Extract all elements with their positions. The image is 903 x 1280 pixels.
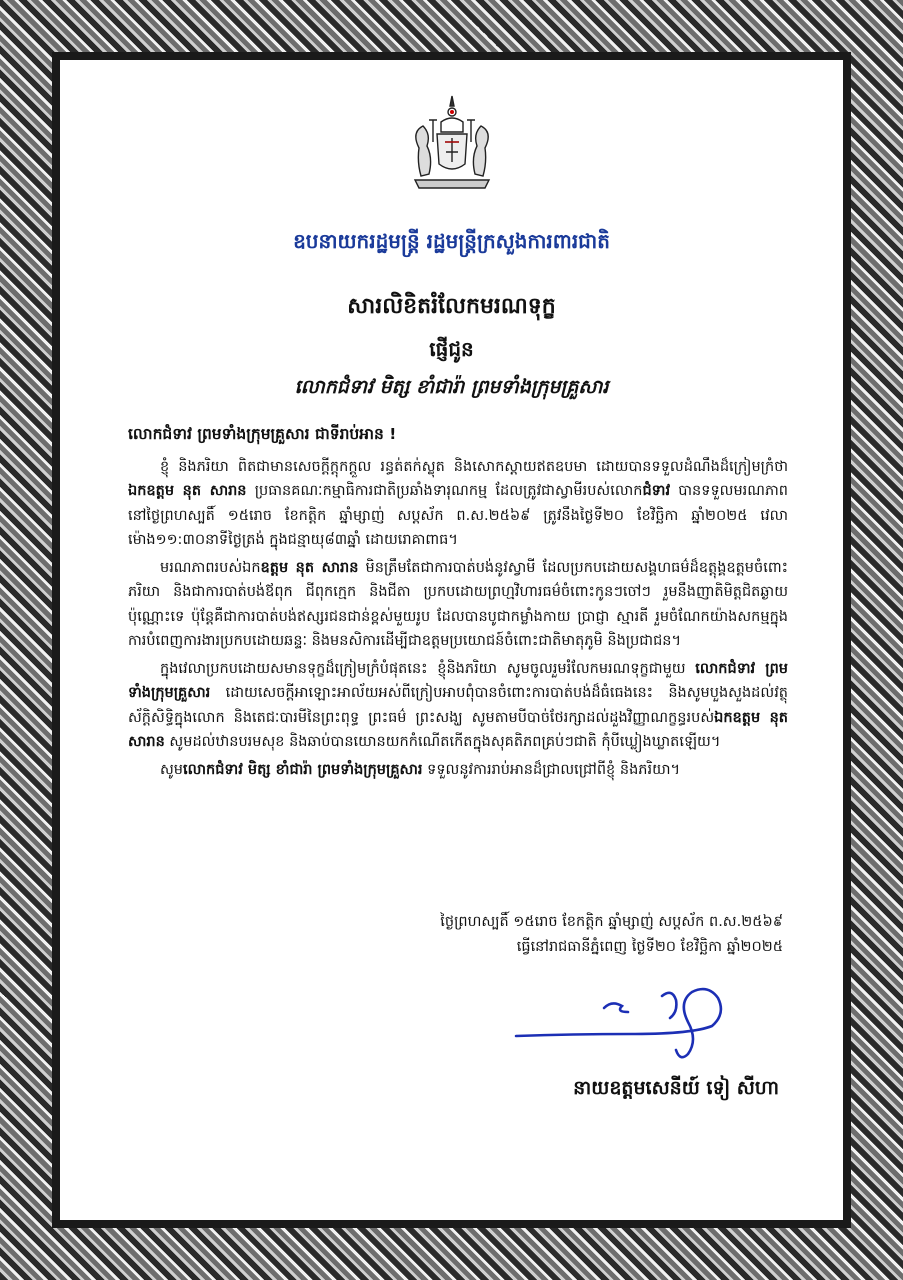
paragraph-3-text-a: ក្នុងវេលាប្រកបដោយសមានទុក្ខដ៏ក្រៀមក្រំបំផុតនេះ ខ្ញុំនិងភរិយា សូមចូលរួមរំលែកមរណទុក្ខជាមួយ bbox=[160, 660, 696, 677]
lunar-date: ថ្ងៃព្រហស្បតិ៍ ១៥រោច ខែកត្តិក ឆ្នាំម្សាញ់ សប្តស័ក ព.ស.២៥៦៩ bbox=[440, 914, 783, 930]
paragraph-3 bbox=[128, 657, 788, 755]
greeting: លោកជំទាវ ព្រមទាំងក្រុមគ្រួសារ ជាទីរាប់អាន ! bbox=[128, 425, 397, 443]
paragraph-4 bbox=[128, 758, 788, 783]
paragraph-1-text-a: ខ្ញុំ និងភរិយា ពិតជាមានសេចក្តីក្តុកក្តួល រន្ធត់តក់ស្លុត និងសោកស្តាយឥតឧបមា ដោយបានទទួលដំណឹងដ៏ក្រៀមក្រំថា bbox=[160, 458, 788, 475]
paragraph-1-bold-b: ជំទាវ bbox=[642, 483, 671, 499]
signer-name: នាយឧត្តមសេនីយ៍ ទៀ សីហា bbox=[573, 1077, 779, 1099]
paragraph-3-text-b: ដោយសេចក្តីអាឡោះអាល័យអស់ពីក្រៀបអាបពុំបានចំពោះការបាត់បង់ដ៏ធំធេងនេះ និងសូមបួងសួងដល់វត្ថុស័ក្តិសិទ្ធិក្នុងលោក និងតេជៈបារមីនៃព្រះពុទ្ធ ព្រះធម៌ ព្រះសង្ឃ សូមតាមបីបាច់ថែរក្សាដល់ដួងវិញ្ញាណក្ខន្ធរបស់ bbox=[128, 685, 788, 726]
paragraph-2-bold-a: ឧត្តម នុត សារាន bbox=[260, 559, 359, 576]
addressed-to-label: ផ្ញើជូន bbox=[429, 337, 474, 361]
paragraph-4-text-b: ទទួលនូវការរាប់អានដ៏ជ្រាលជ្រៅពីខ្ញុំ និងភរិយា។ bbox=[422, 761, 681, 778]
paragraph-1-bold-a: ឯកឧត្តម នុត សារាន bbox=[128, 483, 247, 499]
letter-page bbox=[60, 60, 843, 1220]
date-block bbox=[440, 910, 783, 960]
paragraph-2-text-b: មិនត្រឹមតែជាការបាត់បង់នូវស្វាមី ដែលប្រកបដោយសង្គហធម៌ដ៏ឧត្តុង្គឧត្តមចំពោះភរិយា និងជាការបាត់បង់ឪពុក ជីពុកក្មេក និងជីតា ប្រកបដោយព្រហ្មវិហារធម៌ចំពោះកូនៗចៅៗ រួមនឹងញាតិមិត្តជិតឆ្ងាយប៉ុណ្ណោះទេ ប៉ុន្តែគឺជាការបាត់បង់ឥស្សរជនជាន់ខ្ពស់មួយរូប ដែលបានបូជាកម្លាំងកាយ ប្រាជ្ញា ស្មារតី រួមចំណែកយ៉ាងសកម្មក្នុងការបំពេញការងារប្រកបដោយឆន្ទៈ និងមនសិការដើម្បីជាឧត្តមប្រយោជន៍ចំពោះជាតិមាតុភូមិ និងប្រជាជន។ bbox=[128, 559, 788, 649]
handwritten-signature bbox=[512, 978, 752, 1078]
paragraph-2-text-a: មរណភាពរបស់ឯក bbox=[160, 559, 261, 576]
letter-body bbox=[128, 422, 788, 785]
paragraph-2 bbox=[128, 556, 788, 654]
letter-title: សារលិខិតរំលែកមរណទុក្ខ bbox=[347, 294, 556, 319]
paragraph-4-text-a: សូម bbox=[160, 761, 184, 778]
paragraph-4-bold-a: លោកជំទាវ មិត្ស ខាំជារ៉ា ព្រមទាំងក្រុមគ្រួសារ bbox=[183, 761, 423, 778]
recipient-name: លោកជំទាវ មិត្ស ខាំជារ៉ា ព្រមទាំងក្រុមគ្រួសារ bbox=[294, 376, 609, 398]
paragraph-1-text-b: ប្រធានគណៈកម្មាធិការជាតិប្រឆាំងទារុណកម្ម ដែលត្រូវជាស្វាមីរបស់លោក bbox=[246, 483, 643, 499]
paragraph-3-text-c: សូមដល់ឋានបរមសុខ និងឆាប់បានយោនយកកំណើតកើតក្នុងសុគតិភពគ្រប់ៗជាតិ កុំបីឃ្លៀងឃ្លាតឡើយ។ bbox=[164, 734, 721, 750]
paragraph-3-bold-a: លោកជំទាវ ព្រមទាំងក្រុមគ្រួសារ bbox=[128, 660, 789, 701]
ministry-heading: ឧបនាយករដ្ឋមន្ត្រី រដ្ឋមន្ត្រីក្រសួងការពារជាតិ bbox=[293, 229, 610, 253]
paragraph-3-bold-b: ឯកឧត្តម នុត សារាន bbox=[128, 709, 788, 750]
royal-arms-emblem bbox=[405, 92, 499, 204]
paragraph-1 bbox=[128, 455, 788, 553]
paragraph-1-text-c: បានទទួលមរណភាពនៅថ្ងៃព្រហស្បតិ៍ ១៥រោច ខែកត្តិក ឆ្នាំម្សាញ់ សប្តស័ក ព.ស.២៥៦៩ ត្រូវនឹងថ្ងៃទី២០ ខែវិច្ឆិកា ឆ្នាំ២០២៥ វេលាម៉ោង១១:៣០នាទីថ្ងៃត្រង់ ក្នុងជន្មាយុ៨៣ឆ្នាំ ដោយរោគាពាធ។ bbox=[128, 483, 788, 548]
solar-date: ធ្វើនៅរាជធានីភ្នំពេញ ថ្ងៃទី២០ ខែវិច្ឆិកា ឆ្នាំ២០២៥ bbox=[516, 939, 783, 955]
